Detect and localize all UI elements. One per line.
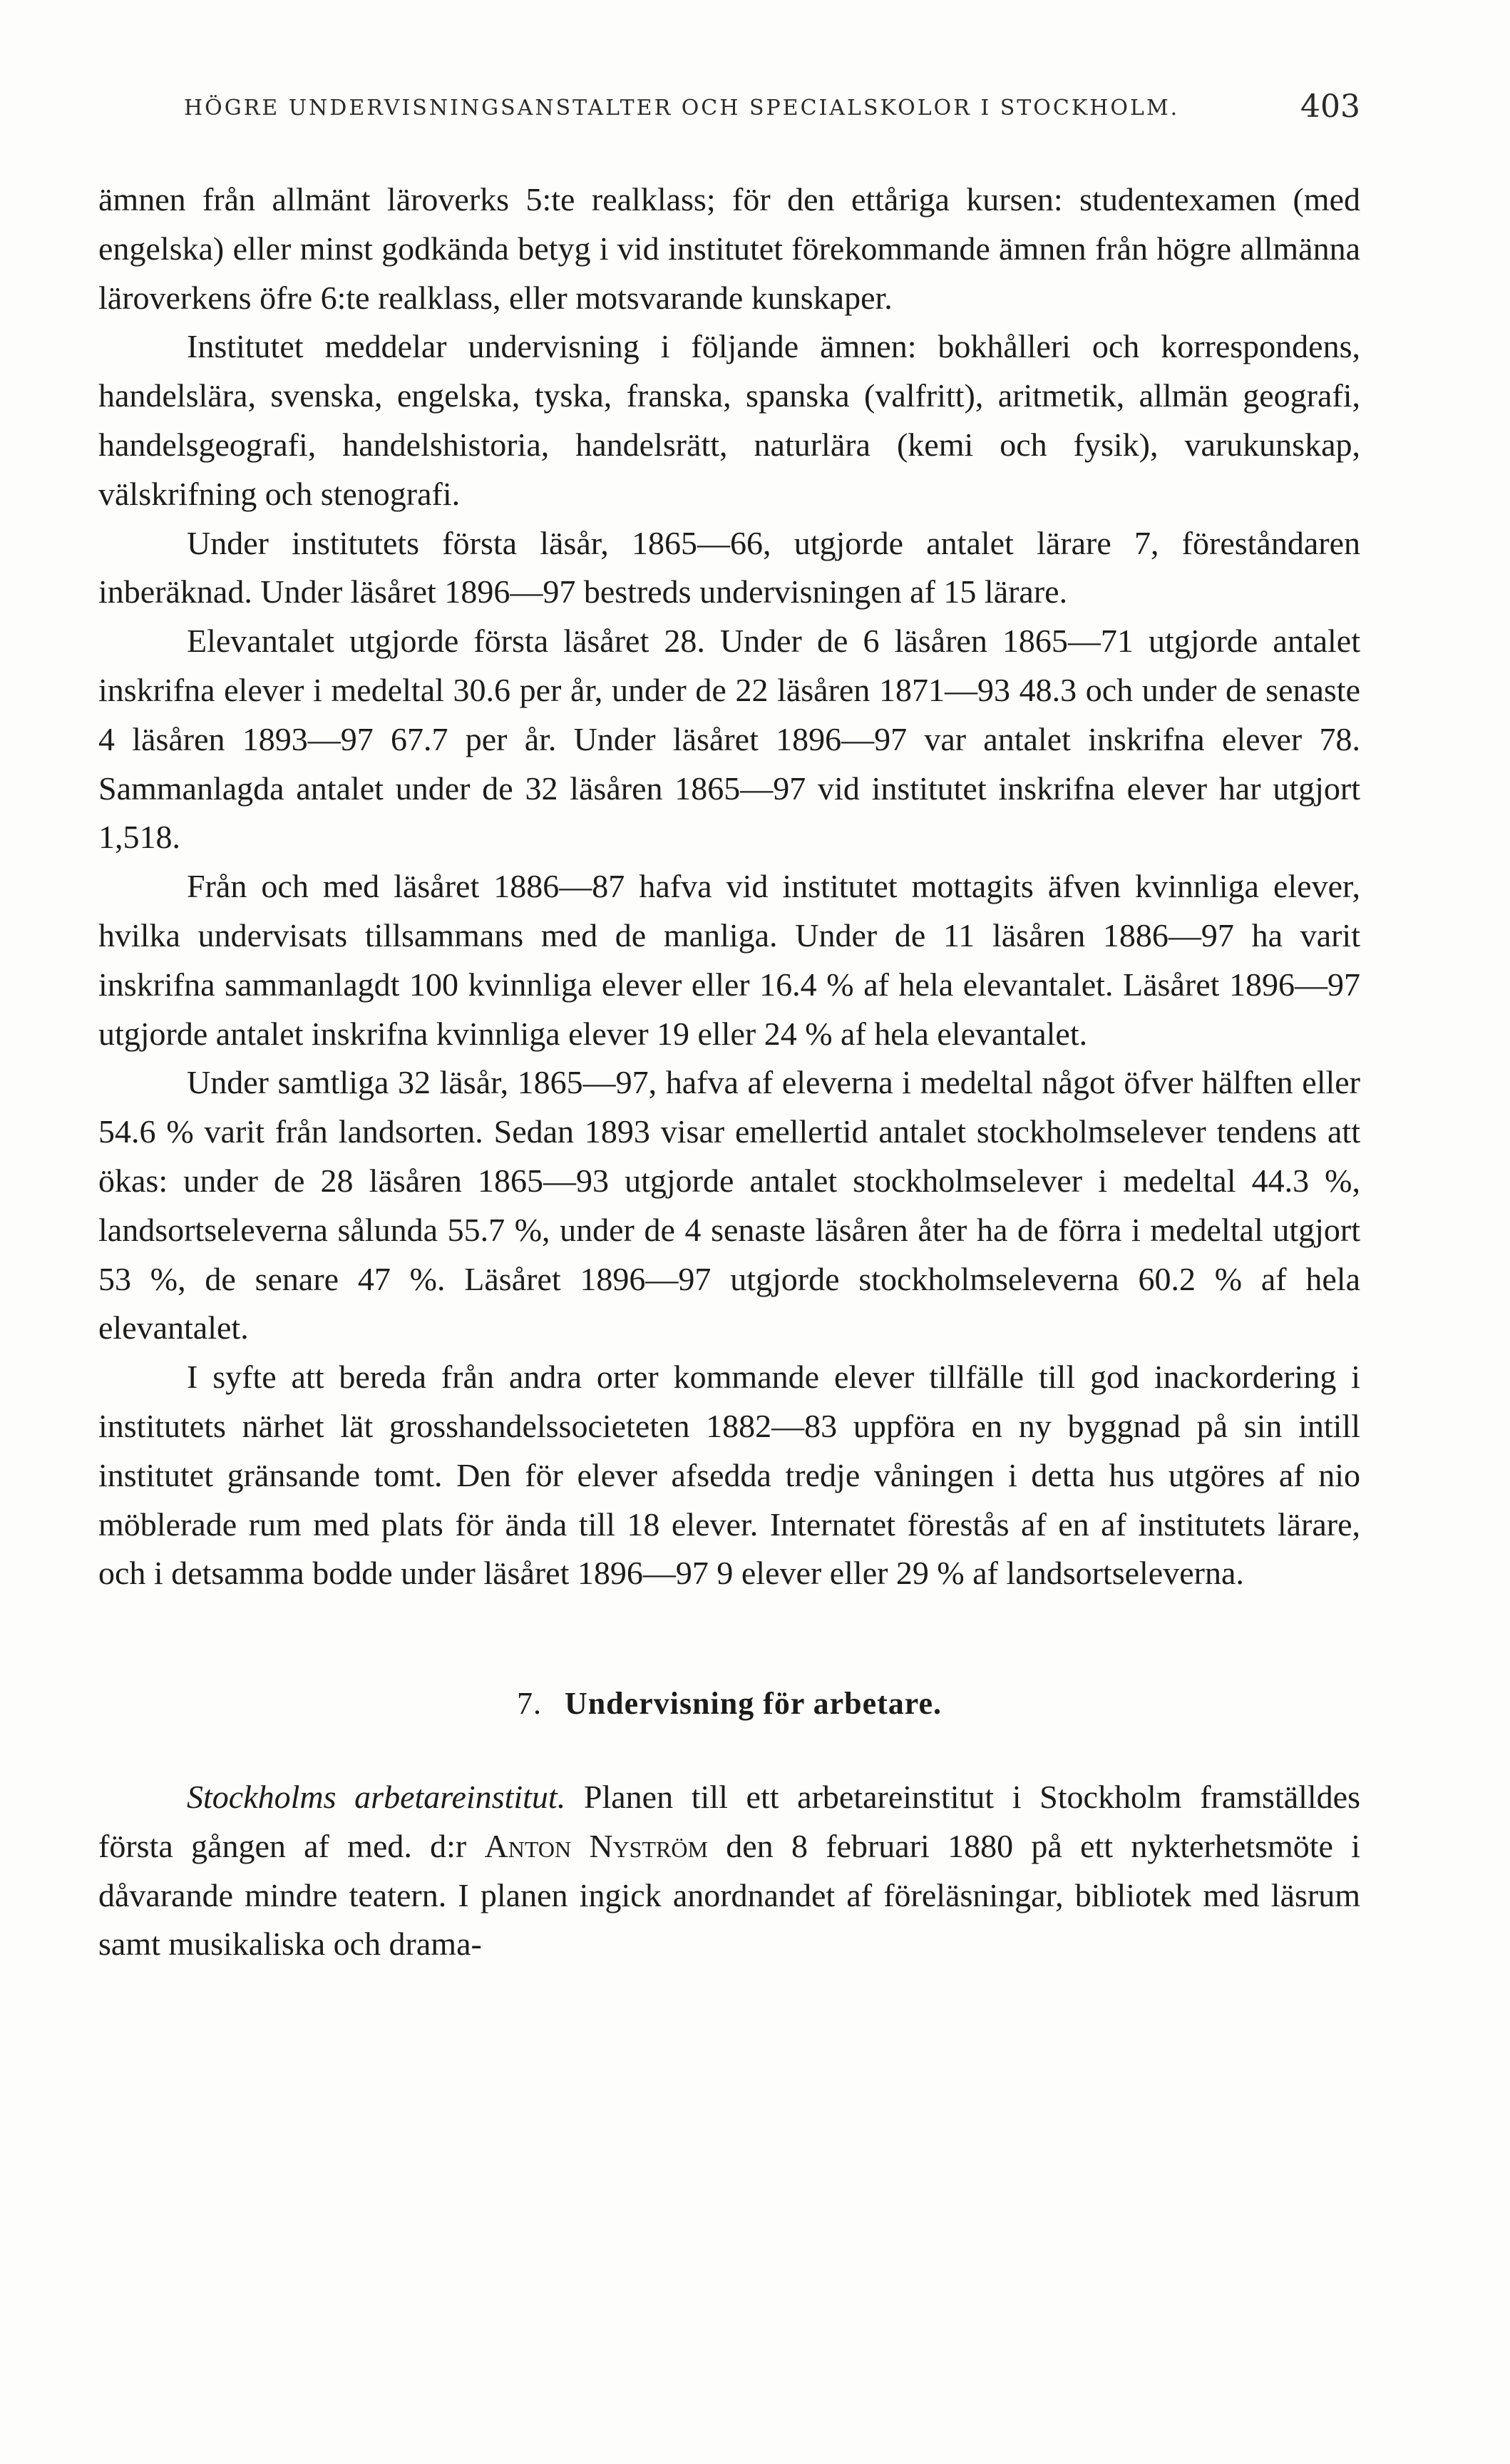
body-text <box>98 175 1360 1969</box>
section-lead-italic: Stockholms arbetareinstitut. <box>187 1778 566 1815</box>
paragraph-3: Under institutets första läsår, 1865—66, utgjorde antalet lärare 7, föreståndaren inberäknad. Under läsåret 1896—97 bestreds undervisningen af 15 lärare. <box>98 524 1360 610</box>
section-text-before-name: Planen till ett arbetareinstitut i Stockholm framställdes första gången af med. d:r <box>98 1778 1360 1864</box>
book-page <box>98 86 1360 1969</box>
page-number: 403 <box>1300 88 1360 125</box>
person-name: Anton Nyström <box>484 1827 708 1864</box>
paragraph-7: I syfte att bereda från andra orter kommande elever tillfälle till god inackordering i institutets närhet lät grosshandelssocieteten 1882—83 uppföra en ny byggnad på sin intill institutet gränsande tomt. Den för elever afsedda tredje våningen i detta hus utgöres af nio möblerade rum med plats för ända till 18 elever. Internatet förestås af en af institutets lärare, och i detsamma bodde under läsåret 1896—97 9 elever eller 29 % af landsortseleverna. <box>98 1359 1360 1592</box>
section-text-after-name: den 8 februari 1880 på ett nykterhetsmöte i dåvarande mindre teatern. I planen ingick anordnandet af föreläsningar, bibliotek med läsrum samt musikaliska och drama- <box>98 1827 1360 1963</box>
section-paragraph <box>98 1773 1360 1969</box>
running-head <box>98 86 1360 143</box>
paragraph-1: ämnen från allmänt läroverks 5:te realklass; för den ettåriga kursen: studentexamen (med engelska) eller minst godkända betyg i vid institutet förekommande ämnen från högre allmänna läroverkens öfre 6:te realklass, eller motsvarande kunskaper. <box>98 181 1360 316</box>
paragraph-6: Under samtliga 32 läsår, 1865—97, hafva af eleverna i medeltal något öfver hälften eller 54.6 % varit från landsorten. Sedan 1893 visar emellertid antalet stockholmselever tendens att ökas: under de 28 läsåren 1865—93 utgjorde antalet stockholmselever i medeltal 44.3 %, landsortseleverna sålunda 55.7 %, under de 4 senaste läsåren åter ha de förra i medeltal utgjort 53 %, de senare 47 %. Läsåret 1896—97 utgjorde stockholmseleverna 60.2 % af hela elevantalet. <box>98 1064 1360 1346</box>
paragraph-2: Institutet meddelar undervisning i följande ämnen: bokhålleri och korrespondens, handelslära, svenska, engelska, tyska, franska, spanska (valfritt), aritmetik, allmän geografi, handelsgeografi, handelshistoria, handelsrätt, naturlära (kemi och fysik), varukunskap, välskrifning och stenografi. <box>98 328 1360 512</box>
section-title: Undervisning för arbetare. <box>564 1686 943 1722</box>
paragraph-5: Från och med läsåret 1886—87 hafva vid institutet mottagits äfven kvinnliga elever, hvilka undervisats tillsammans med de manliga. Under de 11 läsåren 1886—97 ha varit inskrifna sammanlagdt 100 kvinnliga elever eller 16.4 % af hela elevantalet. Läsåret 1896—97 utgjorde antalet inskrifna kvinnliga elever 19 eller 24 % af hela elevantalet. <box>98 868 1360 1052</box>
section-number: 7. <box>516 1686 542 1722</box>
running-head-title: HÖGRE UNDERVISNINGSANSTALTER OCH SPECIALSKOLOR I STOCKHOLM. <box>184 96 1180 121</box>
section-heading <box>98 1680 1360 1729</box>
paragraph-4: Elevantalet utgjorde första läsåret 28. Under de 6 läsåren 1865—71 utgjorde antalet inskrifna elever i medeltal 30.6 per år, under de 22 läsåren 1871—93 48.3 och under de senaste 4 läsåren 1893—97 67.7 per år. Under läsåret 1896—97 var antalet inskrifna elever 78. Sammanlagda antalet under de 32 läsåren 1865—97 vid institutet inskrifna elever har utgjort 1,518. <box>98 623 1360 856</box>
